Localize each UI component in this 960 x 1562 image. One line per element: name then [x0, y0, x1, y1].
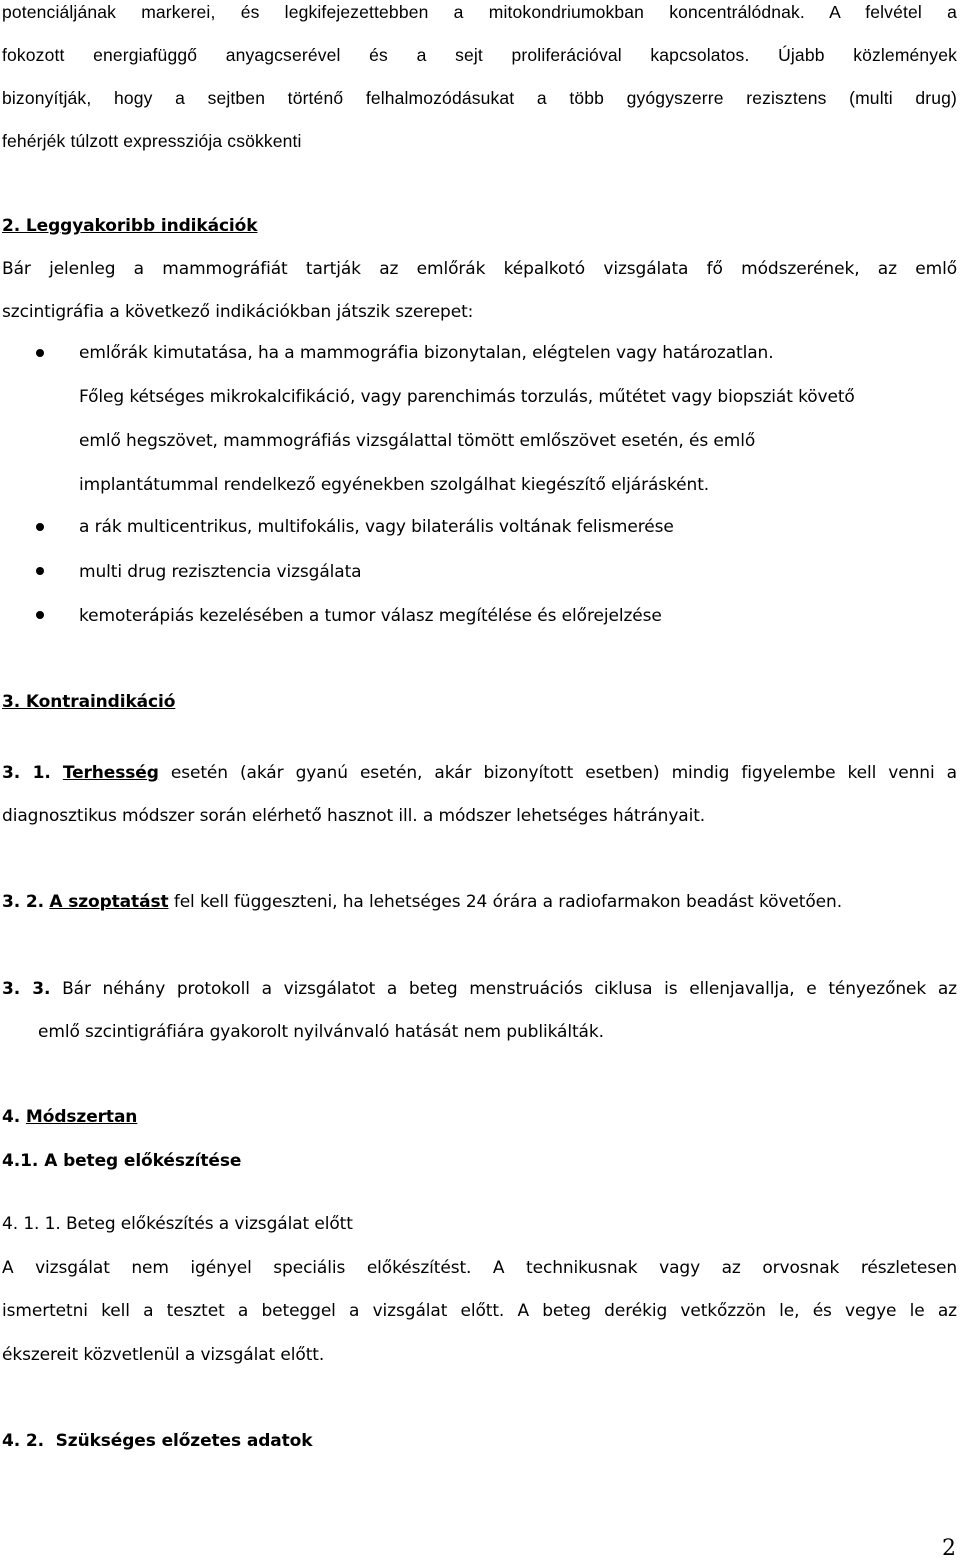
- bullet-4: kemoterápiás kezelésében a tumor válasz megítélése és előrejelzése: [79, 606, 662, 626]
- subsection-4-1-1: 4. 1. 1. Beteg előkészítés a vizsgálat előtt: [2, 1214, 353, 1234]
- item-keyword: A szoptatást: [49, 892, 169, 912]
- contraindication-3-2: [2, 891, 957, 913]
- bullet-1-line-4: implantátummal rendelkező egyénekben szolgálhat kiegészítő eljárásként.: [79, 475, 710, 495]
- bullet-dot: [36, 523, 44, 531]
- item-number: 3. 2.: [2, 892, 44, 912]
- section-4-number: 4.: [2, 1107, 21, 1127]
- section-4-heading: [2, 1106, 957, 1128]
- item-keyword: Terhesség: [62, 763, 159, 783]
- item-text: fel kell függeszteni, ha lehetséges 24 órára a radiofarmakon beadást követően.: [173, 892, 842, 912]
- contraindication-3-1-line-2: diagnosztikus módszer során elérhető hasznot ill. a módszer lehetséges hátrányait.: [2, 806, 706, 826]
- bullet-1-line-2: Főleg kétséges mikrokalcifikáció, vagy parenchimás torzulás, műtétet vagy biopsziát követő: [79, 387, 855, 407]
- item-text: esetén (akár gyanú esetén, akár bizonyított esetben) mindig figyelembe kell venni a: [170, 763, 957, 783]
- section-2-para-line-1: Bár jelenleg a mammográfiát tartják az emlőrák képalkotó vizsgálata fő módszerének, az emlő: [2, 259, 957, 279]
- section-2-heading: 2. Leggyakoribb indikációk: [2, 216, 258, 236]
- bullet-3: multi drug rezisztencia vizsgálata: [79, 562, 362, 582]
- item-number: 3. 3.: [2, 979, 51, 999]
- item-text: Bár néhány protokoll a vizsgálatot a beteg menstruációs ciklusa is ellenjavallja, e tényezőnek az: [62, 979, 957, 999]
- bullet-dot: [36, 611, 44, 619]
- bullet-1-line-1: emlőrák kimutatása, ha a mammográfia bizonytalan, elégtelen vagy határozatlan.: [79, 343, 774, 363]
- section-2-para-line-2: szcintigráfia a következő indikációkban játszik szerepet:: [2, 302, 474, 322]
- page-number: 2: [942, 1536, 956, 1561]
- subsection-4-1: [2, 1150, 957, 1172]
- bullet-dot: [36, 567, 44, 575]
- bullet-2: a rák multicentrikus, multifokális, vagy bilaterális voltának felismerése: [79, 517, 674, 537]
- item-number: 3. 1.: [2, 763, 51, 783]
- subsection-number: 4.1.: [2, 1151, 39, 1171]
- subsection-number: 4. 2.: [2, 1431, 44, 1451]
- contraindication-3-3-line-1: [2, 978, 957, 1000]
- intro-line-2: fokozott energiafüggő anyagcserével és a sejt proliferációval kapcsolatos. Újabb közlemények: [2, 45, 957, 65]
- contraindication-3-1-line-1: [2, 762, 957, 784]
- section-4-title: Módszertan: [25, 1107, 138, 1127]
- intro-line-4: fehérjék túlzott expressziója csökkenti: [2, 131, 302, 151]
- section-4-para-line-1: A vizsgálat nem igényel speciális előkészítést. A technikusnak vagy az orvosnak részletesen: [2, 1258, 957, 1278]
- subsection-title: A beteg előkészítése: [44, 1151, 242, 1171]
- section-4-para-line-3: ékszereit közvetlenül a vizsgálat előtt.: [2, 1345, 325, 1365]
- contraindication-3-3-line-2: emlő szcintigráfiára gyakorolt nyilvánvaló hatását nem publikálták.: [38, 1022, 604, 1042]
- section-4-para-line-2: ismertetni kell a tesztet a beteggel a vizsgálat előtt. A beteg derékig vetkőzzön le, és vegye le az: [2, 1301, 957, 1321]
- section-3-heading: 3. Kontraindikáció: [2, 692, 176, 712]
- intro-line-1: potenciáljának markerei, és legkifejezettebben a mitokondriumokban koncentrálódnak. A felvétel a: [2, 2, 957, 22]
- subsection-title: Szükséges előzetes adatok: [55, 1431, 313, 1451]
- subsection-4-2: [2, 1430, 957, 1452]
- intro-line-3: bizonyítják, hogy a sejtben történő felhalmozódásukat a több gyógyszerre rezisztens (multi drug): [2, 88, 957, 108]
- bullet-1-line-3: emlő hegszövet, mammográfiás vizsgálattal tömött emlőszövet esetén, és emlő: [79, 431, 756, 451]
- bullet-dot: [36, 349, 44, 357]
